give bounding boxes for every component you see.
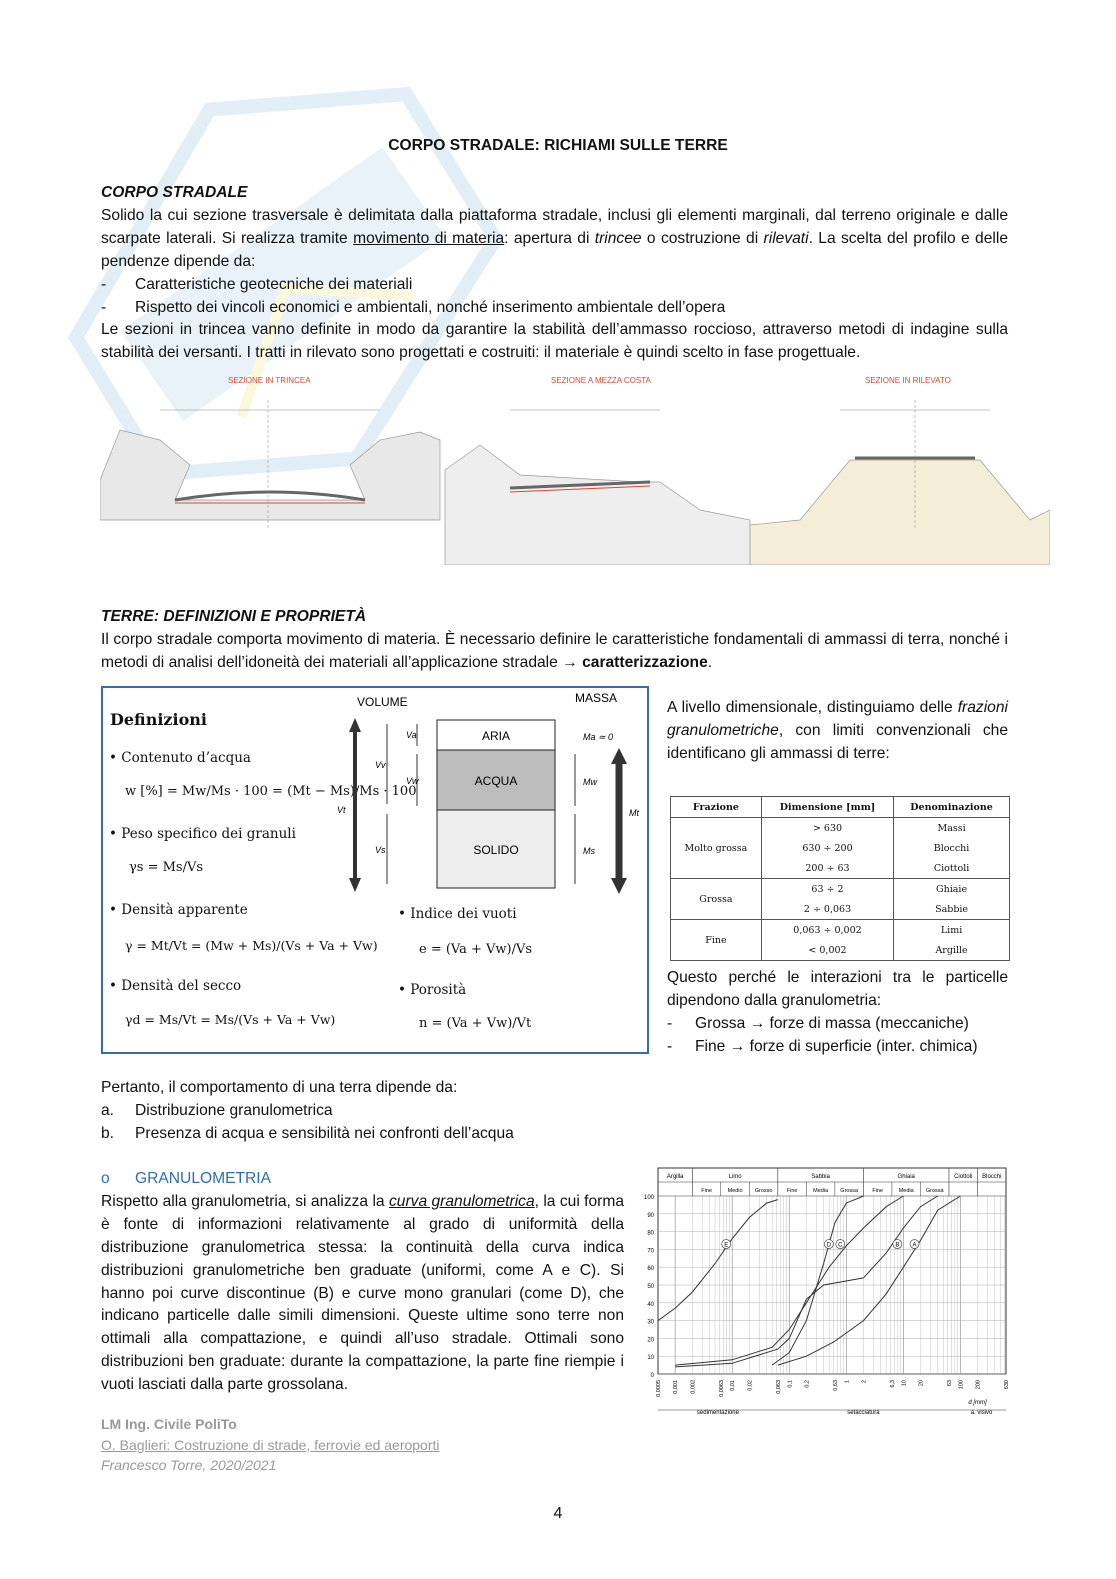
list-item: - Grossa → forze di massa (meccaniche) xyxy=(667,1014,969,1032)
granulometria-paragraph: Rispetto alla granulometria, si analizza la curva granulometrica, la cui forma è fonte di informazioni relativamente al grado di uniformità della distribuzione granulometrica stessa: la continuità della curva indica distribuzioni granulometriche ben graduate (uniformi, come A e C). Si hanno poi curve discontinue (B) e curve mono granulari (come D), che indicano particelle dalle simili dimensioni. Queste ultime sono terre non ottimali alla compattazione, e quindi all’uso stradale. Ottimali sono distribuzioni ben graduate: durante la compattazione, la parte fine riempie i vuoti lasciati dalla parte grossolana. xyxy=(101,1192,625,1394)
def-contenuto-formula: w [%] = Mw/Ms · 100 = (Mt − Ms)/Ms · 100 xyxy=(125,784,417,799)
table-row xyxy=(671,879,1010,900)
table-cell: Ghiaie xyxy=(894,879,1010,900)
corpo-paragraph-2: Le sezioni in trincea vanno definite in modo da garantire la stabilità dell’ammasso roccioso, attraverso metodi di indagine sulla stabilità dei versanti. I tratti in rilevato sono progettati e costruiti: il materiale è quindi scelto in fase progettuale. xyxy=(101,321,1008,362)
series-label: B xyxy=(895,1242,900,1249)
pertanto-section xyxy=(101,1077,661,1146)
x-axis-label: d [mm] xyxy=(968,1400,987,1406)
subgroup-label: Media xyxy=(898,1188,914,1194)
table-cell: < 0,002 xyxy=(761,940,893,961)
movimento-materia-link[interactable]: movimento di materia xyxy=(353,229,505,247)
table-cell: Ciottoli xyxy=(894,858,1010,879)
x-tick-label: 0,63 xyxy=(832,1380,839,1391)
top-group-label: Ghiaia xyxy=(897,1174,915,1180)
x-tick-label: 2 xyxy=(861,1380,868,1384)
massa-label: MASSA xyxy=(575,691,618,705)
y-tick-label: 0 xyxy=(650,1373,654,1379)
va-symbol: Va xyxy=(406,730,417,740)
table-cell: > 630 xyxy=(761,818,893,839)
definitions-title: Definizioni xyxy=(110,710,207,729)
acqua-label: ACQUA xyxy=(474,774,518,788)
corpo-section xyxy=(101,182,1008,365)
top-group-label: Blocchi xyxy=(982,1174,1002,1180)
frazioni-table xyxy=(670,796,1010,961)
table-cell: Argille xyxy=(894,940,1010,961)
def-densita-label: • Densità apparente xyxy=(109,902,248,918)
x-tick-label: 0,0005 xyxy=(656,1380,662,1397)
y-tick-label: 90 xyxy=(647,1212,654,1219)
table-cell: 200 ÷ 63 xyxy=(761,858,893,879)
solido-label: SOLIDO xyxy=(473,843,519,857)
footer-author: Francesco Torre, 2020/2021 xyxy=(101,1457,277,1473)
granulometria-heading: o GRANULOMETRIA xyxy=(101,1170,272,1187)
def-vuoti-formula: e = (Va + Vw)/Vs xyxy=(419,942,533,957)
series-label: A xyxy=(912,1242,917,1249)
x-tick-label: 0,02 xyxy=(747,1380,754,1391)
subgroup-label: Medio xyxy=(727,1188,743,1194)
corpo-heading: CORPO STRADALE xyxy=(101,184,248,201)
x-tick-label: 63 xyxy=(946,1380,953,1387)
section-label-rilevato: SEZIONE IN RILEVATO xyxy=(865,376,951,385)
y-tick-label: 80 xyxy=(647,1230,654,1237)
bottom-label: sedimentazione xyxy=(696,1410,739,1416)
footer xyxy=(101,1414,440,1476)
x-tick-label: 0,01 xyxy=(730,1380,737,1391)
table-row xyxy=(671,818,1010,839)
bottom-label: setacciatura xyxy=(847,1410,880,1416)
x-tick-label: 0,2 xyxy=(804,1380,811,1388)
subgroup-label: Media xyxy=(813,1188,829,1194)
y-tick-label: 30 xyxy=(647,1319,654,1326)
granulometria-section xyxy=(101,1168,624,1397)
phase-diagram xyxy=(335,688,647,898)
pertanto-intro: Pertanto, il comportamento di una terra dipende da: xyxy=(101,1079,458,1096)
def-vuoti-label: • Indice dei vuoti xyxy=(398,906,517,922)
def-densita-formula: γ = Mt/Vt = (Mw + Ms)/(Vs + Va + Vw) xyxy=(125,938,378,953)
top-group-label: Argilla xyxy=(666,1174,684,1180)
series-label: E xyxy=(724,1242,729,1249)
vv-symbol: Vv xyxy=(375,760,386,770)
def-porosita-label: • Porosità xyxy=(398,982,467,998)
frazioni-after: Questo perché le interazioni tra le particelle dipendono dalla granulometria: - Grossa → forze di massa (meccaniche) - Fine → forze di superficie (inter. chimica) xyxy=(667,967,1008,1059)
terre-paragraph: Il corpo stradale comporta movimento di materia. È necessario definire le caratteristiche fondamentali di ammassi di terra, nonché i metodi di analisi dell’idoneità dei materiali all’applicazione stradale → caratterizzazione. xyxy=(101,630,1008,671)
volume-label: VOLUME xyxy=(357,695,408,709)
x-tick-label: 20 xyxy=(918,1380,925,1387)
vw-symbol: Vw xyxy=(406,776,419,786)
ms-symbol: Ms xyxy=(583,846,595,856)
footer-book-link[interactable]: O. Baglieri: Costruzione di strade, ferrovie ed aeroporti xyxy=(101,1436,440,1453)
vs-symbol: Vs xyxy=(375,845,386,855)
y-tick-label: 100 xyxy=(643,1195,654,1201)
def-peso-label: • Peso specifico dei granuli xyxy=(109,826,296,842)
col-frazione: Frazione xyxy=(671,797,762,818)
col-denominazione: Denominazione xyxy=(894,797,1010,818)
table-row xyxy=(671,920,1010,941)
list-item: b. Presenza di acqua e sensibilità nei confronti dell’acqua xyxy=(101,1124,514,1142)
y-tick-label: 20 xyxy=(647,1337,654,1344)
corpo-paragraph-1: Solido la cui sezione trasversale è delimitata dalla piattaforma stradale, inclusi gli elementi marginali, dal terreno originale e dalle scarpate laterali. Si realizza tramite movimento di materia: apertura di trincee o costruzione di rilevati. La scelta del profilo e delle pendenze dipende da: xyxy=(101,206,1008,270)
subgroup-label: Fine xyxy=(701,1188,712,1194)
x-tick-label: 6,3 xyxy=(889,1380,896,1388)
col-dimensione: Dimensione [mm] xyxy=(761,797,893,818)
subgroup-label: Grossa xyxy=(925,1188,944,1194)
table-cell: Fine xyxy=(671,920,762,961)
bottom-label: a. visivo xyxy=(970,1410,993,1416)
table-cell: Massi xyxy=(894,818,1010,839)
series-label: C xyxy=(838,1242,843,1249)
granulometric-chart xyxy=(636,1166,1012,1416)
list-item: - Rispetto dei vincoli economici e ambientali, nonché inserimento ambientale dell’opera xyxy=(101,298,726,316)
def-porosita-formula: n = (Va + Vw)/Vt xyxy=(419,1016,532,1031)
table-cell: Molto grossa xyxy=(671,818,762,879)
mw-symbol: Mw xyxy=(583,777,597,787)
table-cell: 63 ÷ 2 xyxy=(761,879,893,900)
table-cell: Blocchi xyxy=(894,838,1010,858)
page-title: CORPO STRADALE: RICHIAMI SULLE TERRE xyxy=(388,137,728,154)
x-tick-label: 0,0063 xyxy=(718,1380,725,1397)
top-group-label: Sabbia xyxy=(811,1174,830,1180)
footer-course: LM Ing. Civile PoliTo xyxy=(101,1416,237,1432)
x-tick-label: 200 xyxy=(975,1380,982,1390)
def-secco-formula: γd = Ms/Vt = Ms/(Vs + Va + Vw) xyxy=(125,1012,336,1027)
table-cell: 0,063 ÷ 0,002 xyxy=(761,920,893,941)
y-tick-label: 50 xyxy=(647,1284,654,1290)
ma-symbol: Ma ≃ 0 xyxy=(583,732,614,742)
vt-symbol: Vt xyxy=(337,805,346,815)
section-label-mezzacosta: SEZIONE A MEZZA COSTA xyxy=(551,376,651,385)
def-contenuto-label: • Contenuto d’acqua xyxy=(109,750,251,766)
def-secco-label: • Densità del secco xyxy=(109,978,242,994)
table-cell: 630 ÷ 200 xyxy=(761,838,893,858)
list-item: - Caratteristiche geotecniche dei materiali xyxy=(101,275,413,293)
table-cell: 2 ÷ 0,063 xyxy=(761,899,893,920)
y-tick-label: 40 xyxy=(647,1301,654,1308)
x-tick-label: 10 xyxy=(901,1380,908,1387)
top-group-label: Limo xyxy=(728,1174,742,1180)
y-tick-label: 70 xyxy=(647,1248,654,1255)
y-tick-label: 60 xyxy=(647,1266,654,1273)
terre-heading: TERRE: DEFINIZIONI E PROPRIETÀ xyxy=(101,608,367,625)
y-tick-label: 10 xyxy=(647,1355,654,1362)
x-tick-label: 0,063 xyxy=(775,1380,782,1394)
curva-granulometrica-link[interactable]: curva granulometrica xyxy=(388,1192,535,1210)
subgroup-label: Fine xyxy=(786,1188,798,1194)
x-tick-label: 0,002 xyxy=(690,1380,697,1394)
subgroup-label: Grossa xyxy=(840,1188,859,1194)
x-tick-label: 0,1 xyxy=(787,1380,794,1388)
definitions-box xyxy=(101,686,649,1054)
frazioni-intro: A livello dimensionale, distinguiamo delle frazioni granulometriche, con limiti convenzionali che identificano gli ammassi di terre: xyxy=(667,699,1008,762)
subgroup-label: Grosso xyxy=(754,1188,773,1194)
series-label: D xyxy=(826,1242,832,1249)
x-tick-label: 0,001 xyxy=(673,1380,680,1394)
table-cell: Grossa xyxy=(671,879,762,920)
mt-symbol: Mt xyxy=(629,808,639,818)
table-header-row xyxy=(671,797,1010,818)
x-tick-label: 630 xyxy=(1004,1380,1010,1390)
road-sections-figure xyxy=(100,370,1050,565)
table-cell: Limi xyxy=(894,920,1010,941)
table-cell: Sabbie xyxy=(894,899,1010,920)
aria-label: ARIA xyxy=(481,729,511,743)
def-peso-formula: γs = Ms/Vs xyxy=(129,860,204,875)
subgroup-label: Fine xyxy=(872,1188,884,1194)
terre-section xyxy=(101,606,1008,675)
page-number: 4 xyxy=(553,1505,563,1522)
list-item: a. Distribuzione granulometrica xyxy=(101,1101,333,1119)
x-tick-label: 100 xyxy=(958,1380,965,1390)
section-label-trincea: SEZIONE IN TRINCEA xyxy=(228,376,311,385)
x-tick-label: 1 xyxy=(844,1380,851,1384)
list-item: - Fine → forze di superficie (inter. chimica) xyxy=(667,1037,978,1055)
top-group-label: Ciottoli xyxy=(954,1174,973,1180)
